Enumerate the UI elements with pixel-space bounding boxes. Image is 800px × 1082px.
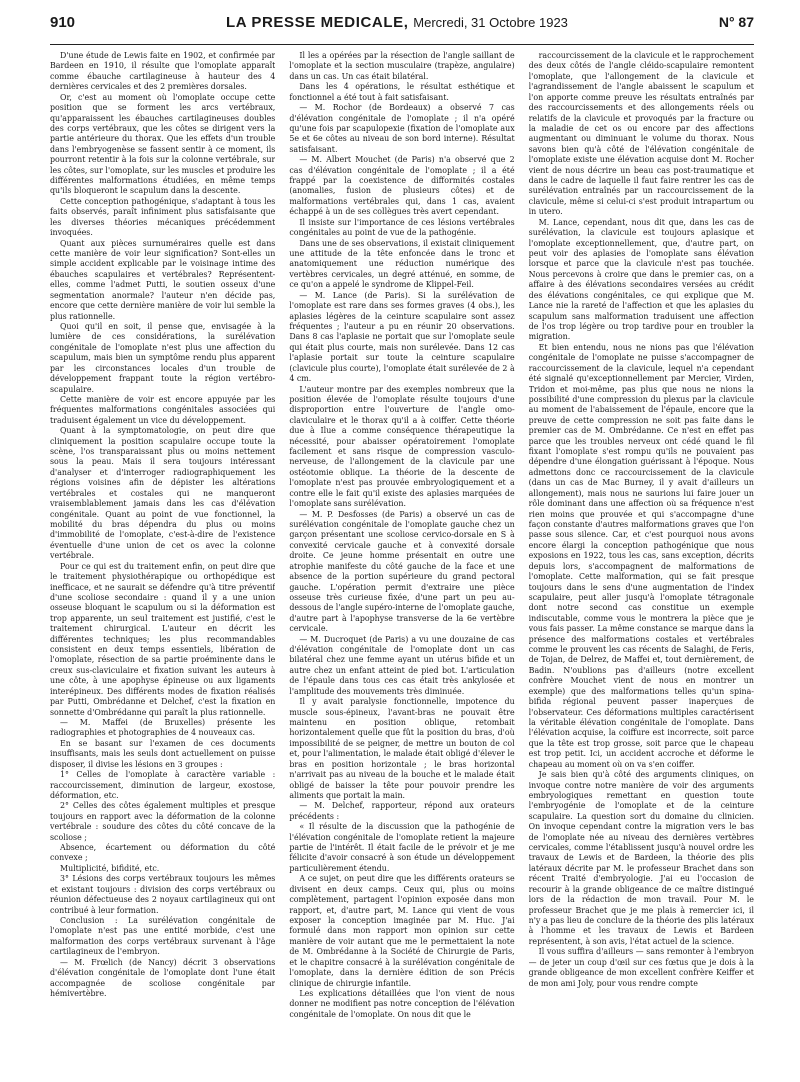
paragraph: 2° Celles des côtes également multiples et presque toujours en rapport avec la déformation de la colonne vertébrale : soudure des côtes du côté concave de la scoliose ;: [50, 801, 276, 842]
column-3: [529, 51, 754, 1071]
paragraph: Conclusion : La surélévation congénitale de l'omoplate n'est pas une entité morbide, c'est une malformation des corps vertébraux survenant à l'âge cartilagineux de l'embryon.: [50, 916, 276, 957]
article-columns: [50, 51, 754, 1071]
paragraph: M. Lance, cependant, nous dit que, dans les cas de surélévation, la clavicule est toujours aplasique et l'omoplate exceptionnellement, que, d'autre part, on peut voir des aplasies de l'omoplate sans élévation lorsque et parce que la clavicule n'est pas touchée. Nous percevons à croire que dans le premier cas, on a affaire à des élévations secondaires versées au crédit des élévations congénitales, ce qui explique que M. Lance nie la rareté de l'affection et que les aplasies du scapulum sans malformation traduisent une affection de l'os trop légère ou trop tardive pour en troubler la migration.: [528, 217, 754, 342]
paragraph: — M. Maffei (de Bruxelles) présente les radiographies et photographies de 4 nouveaux cas.: [50, 718, 276, 738]
journal-title: LA PRESSE MEDICALE,: [225, 14, 409, 31]
paragraph: Il vous suffira d'ailleurs — sans remonter à l'embryon — de jeter un coup d'œil sur ces fœtus que je dois à la grande obligeance de mon excellent confrère Keiffer et de mon ami Joly, pour vous rendre compte: [528, 947, 754, 988]
paragraph: Quoi qu'il en soit, il pense que, envisagée à la lumière de ces considérations, la surélévation congénitale de l'omoplate n'est plus une affection du scapulum, mais bien un symptôme rendu plus apparent par les circonstances locales d'un trouble de développement frappant toute la région vertébro-scapulaire.: [50, 321, 276, 394]
paragraph: — M. Rochor (de Bordeaux) a observé 7 cas d'élévation congénitale de l'omoplate ; il n'a opéré qu'une fois par scapulopexie (fixation de l'omoplate aux 5e et 6e côtes au niveau de son bord interne). Résultat satisfaisant.: [289, 103, 515, 154]
paragraph: — M. Lance (de Paris). Si la surélévation de l'omoplate est rare dans ses formes graves (4 obs.), les aplasies légères de la ceinture scapulaire sont assez fréquentes ; l'auteur a pu en réunir 20 observations. Dans 8 cas l'aplasie ne portait que sur l'omoplate seule qui était plus courte, mais non surélevée. Dans 12 cas l'aplasie portait sur toute la ceinture scapulaire (clavicule plus courte), l'omoplate était surélevée de 2 à 4 cm.: [289, 290, 515, 384]
issue-number: N° 87: [718, 14, 754, 30]
paragraph: Cette manière de voir est encore appuyée par les fréquentes malformations congénitales associées qui traduisent également un vice du développement.: [50, 394, 276, 425]
paragraph: A ce sujet, on peut dire que les différents orateurs se divisent en deux camps. Ceux qui, plus ou moins complètement, partagent l'opinion exposée dans mon rapport, et, d'autre part, M. Lance qui vient de vous exposer la conception imaginée par M. Huc. J'ai formulé dans mon rapport mon opinion sur cette manière de voir autant que me le permettaient la note de M. Ombrédanne à la Société de Chirurgie de Paris, et le chapitre consacré à la surélévation congénitale de l'omoplate, dans la dernière édition de son Précis clinique de chirurgie infantile.: [289, 874, 515, 988]
paragraph: Il insiste sur l'importance de ces lésions vertébrales congénitales au point de vue de la pathogénie.: [289, 217, 515, 238]
paragraph: Il y avait paralysie fonctionnelle, impotence du muscle sous-épineux, l'avant-bras ne pouvait être maintenu en position oblique, retombait horizontalement quelle que fût la position du bras, d'où impossibilité de se peigner, de mettre un bouton de col et, pour l'alimentation, le malade était obligé d'élever le bras en position horizontale ; le bras horizontal n'arrivait pas au niveau de la bouche et le malade était obligé de baisser la tête pour pouvoir prendre les aliments que portait la main.: [289, 697, 515, 800]
paragraph: L'auteur montre par des exemples nombreux que la position élevée de l'omoplate résulte toujours d'une disproportion entre l'ouverture de l'angle omo-claviculaire et le thorax qu'il a à coiffer. Cette théorie due à Ilue a comme conséquence thérapeutique la nécessité, pour abaisser opératoirement l'omoplate facilement et sans risque de compression vasculo-nerveuse, de l'allongement de la clavicule par une ostéotomie oblique. La théorie de la descente de l'omoplate n'est pas prouvée embryologiquement et a contre elle le fait qu'il existe des aplasies marquées de l'omoplate sans surélévation.: [289, 384, 515, 509]
issue-date: Mercredi, 31 Octobre 1923: [413, 15, 568, 30]
paragraph: Quant aux pièces surnuméraires quelle est dans cette manière de voir leur signification? Sont-elles un simple accident explicable par le voisinage intime des ébauches scapulaires et vertébrales? Représentent-elles, comme l'admet Putti, le soutien osseux d'une segmentation anormale? l'auteur n'en décide pas, encore que cette dernière manière de voir lui semble la plus rationnelle.: [50, 238, 276, 321]
paragraph: 3° Lésions des corps vertébraux toujours les mêmes et existant toujours : division des corps vertébraux ou réunion défectueuse des 2 noyaux cartilagineux qui ont contribué à leur formation.: [50, 874, 276, 915]
paragraph: « Il résulte de la discussion que la pathogénie de l'élévation congénitale de l'omoplate retient la majeure partie de l'intérêt. Il était facile de le prévoir et je me félicite d'avoir consacré à son étude un développement particulièrement étendu.: [289, 822, 515, 873]
paragraph: — M. Albert Mouchet (de Paris) n'a observé que 2 cas d'élévation congénitale de l'omoplate ; il a été frappé par la coexistence de difformités costales (anomalies, fusion de plusieurs côtes) et de malformations vertébrales qui, dans 1 cas, avaient échappé à un de ses collègues très avert cependant.: [289, 155, 515, 217]
paragraph: Pour ce qui est du traitement enfin, on peut dire que le traitement physiothérapique ou orthopédique est inefficace, et ne saurait se défendre qu'à titre préventif d'une scoliose secondaire : quand il y a une union osseuse bloquant le scapulum ou si la déformation est trop apparente, un seul traitement est justifié, c'est le traitement chirurgical. L'auteur en décrit les différentes techniques; les plus recommandables consistent en deux temps essentiels, libération de l'omoplate, résection de sa partie proéminente dans le creux sus-claviculaire et fixation suivant les auteurs à une côte, à une apophyse épineuse ou aux ligaments interépineux. Des différents modes de fixation réalisés par Putti, Ombrédanne et Delchef, c'est la fixation en sonnette d'Ombrédanne qui paraît la plus rationnelle.: [50, 561, 276, 717]
paragraph: Les explications détaillées que l'on vient de nous donner ne modifient pas notre conception de l'élévation congénitale de l'omoplate. On nous dit que le: [289, 988, 515, 1019]
paragraph: Absence, écartement ou déformation du côté convexe ;: [50, 843, 276, 863]
paragraph: Dans une de ses observations, il existait cliniquement une attitude de la tête enfoncée dans le tronc et anatomiquement une réduction numérique des vertèbres cervicales, un degré atténué, en somme, de ce qu'on a appelé le syndrome de Klippel-Feil.: [289, 238, 515, 290]
paragraph: — M. Delchef, rapporteur, répond aux orateurs précédents :: [289, 801, 515, 821]
paragraph: — M. Ducroquet (de Paris) a vu une douzaine de cas d'élévation congénitale de l'omoplate dont un cas bilatéral chez une femme ayant un utérus bifide et un autre chez un enfant atteint de pied bot. L'articulation de l'épaule dans tous ces cas était très ankylosée et l'amplitude des mouvements très diminuée.: [289, 634, 515, 696]
journal-title-line: [226, 14, 568, 31]
paragraph: Il les a opérées par la résection de l'angle saillant de l'omoplate et la section musculaire (trapèze, angulaire) dans un cas. Un cas était bilatéral.: [289, 51, 515, 81]
paragraph: raccourcissement de la clavicule et le rapprochement des deux côtés de l'angle cléido-scapulaire remontent l'omoplate, que l'allongement de la clavicule et l'agrandissement de l'angle abaissent le scapulum et l'on apporte comme preuve les résultats entraînés par des raccourcissements et des allongements réels ou relatifs de la clavicule et provoqués par la fracture ou la maladie de cet os ou encore par des affections augmentant ou diminuant le volume du thorax. Nous savons bien qu'à côté de l'élévation congénitale de l'omoplate existe une élévation acquise dont M. Rocher vient de nous décrire un beau cas post-traumatique et dans le cadre de laquelle il faut faire rentrer les cas de surélévation entraînés par un raccourcissement de la clavicule, même si celui-ci s'est produit intrapartum ou in utero.: [528, 51, 754, 217]
header-rule: [50, 44, 754, 45]
page-header: [50, 14, 754, 38]
paragraph: Cette conception pathogénique, s'adaptant à tous les faits observés, paraît infiniment plus satisfaisante que les diverses théories mécaniques précédemment invoquées.: [50, 196, 276, 238]
paragraph: Je sais bien qu'à côté des arguments cliniques, on invoque contre notre manière de voir des arguments embryologiques remettant en question toute l'embryogénie de l'omoplate et de la ceinture scapulaire. La question sort du domaine du clinicien. On invoque cependant contre la migration vers le bas de l'omoplate née au niveau des dernières vertèbres cervicales, comme l'établissent jusqu'à nouvel ordre les travaux de Lewis et de Bardeen, la théorie des plis latéraux décrite par M. le professeur Brachet dans son récent Traité d'embryologie. J'ai eu l'occasion de recourir à la grande obligeance de ce maître distingué lors de la rédaction de mon travail. Pour M. le professeur Brachet que je me plais à remercier ici, il n'y a pas lieu de conclure de la théorie des plis latéraux à l'homme et les travaux de Lewis et Bardeen représentent, à son avis, l'état actuel de la science.: [528, 770, 754, 946]
paragraph: Dans les 4 opérations, le résultat esthétique et fonctionnel a été tout à fait satisfaisant.: [289, 82, 515, 102]
paragraph: Et bien entendu, nous ne nions pas que l'élévation congénitale de l'omoplate ne puisse s'accompagner de raccourcissement de la clavicule, lequel n'a cependant été signalé qu'exceptionnellement par Mercier, Virden, Tridon et moi-même, pas plus que nous ne nions la possibilité d'une compression du plexus par la clavicule au moment de l'abaissement de l'épaule, encore que la preuve de cette compression ne soit pas faite dans le premier cas de M. Ombrédanne. Ce n'est en effet pas parce que les troubles nerveux ont cédé quand le fil fixant l'omoplate s'est rompu qu'ils ne pouvaient pas dépendre d'une élongation guérissant à l'époque. Nous admettons donc ce raccourcissement de la clavicule (dans un cas de Mac Burney, il y avait d'ailleurs un allongement), mais nous ne saurions lui faire jouer un rôle dominant dans une affection où sa fréquence n'est rien moins que prouvée et qui s'accompagne d'une façon constante d'autres malformations graves que l'on passe sous silence. Car, et c'est pourquoi nous avons encore élargi la conception pathogénique que nous exposions en 1922, tous les cas, sans exception, décrits depuis lors, s'accompagnent de malformations de l'omoplate. Cette malformation, qui se fait presque toujours dans le sens d'une augmentation de l'index scapulaire, peut aller jusqu'à l'omoplate tétragonale dont notre second cas constitue un exemple indiscutable, comme vous le montrera la pièce que je vous fais passer. La même constance se marque dans la présence des malformations costales et vertébrales comme le prouvent les cas récents de Salaghi, de Feris, de Tojan, de Delrez, de Maffei et, tout dernièrement, de Badin. N'oublions pas d'ailleurs (notre excellent confrère Mouchet vient de nous en montrer un exemple) que des malformations telles qu'un spina-bifida régional peuvent passer inaperçues de l'observateur. Ces déformations multiples caractérisent la véritable élévation congénitale de l'omoplate. Dans l'élévation acquise, la coiffure est incorrecte, soit parce que la tête est trop grosse, soit parce que le chapeau est trop petit. Ici, un accident accroche et déforme le chapeau au moment où on va s'en coiffer.: [528, 342, 754, 769]
column-2: [289, 51, 514, 1071]
paragraph: Multiplicité, bifidité, etc.: [60, 863, 160, 873]
paragraph: — M. Frœlich (de Nancy) décrit 3 observations d'élévation congénitale de l'omoplate dont l'une était accompagnée de scoliose congénitale par hémivertèbre.: [50, 957, 276, 998]
page-number: 910: [50, 14, 76, 31]
paragraph: Quant à la symptomatologie, on peut dire que cliniquement la position scapulaire occupe toute la scène, l'os transparaissant plus ou moins nettement sous la peau. Mais il sera toujours intéressant d'analyser et d'interroger radiographiquement les régions voisines afin de dépister les altérations vertébrales et costales qui ne manqueront vraisemblablement jamais dans les cas d'élévation congénitale. Quant au point de vue fonctionnel, la mobilité du bras dépendra du plus ou moins d'immobilité de l'omoplate, c'est-à-dire de l'existence éventuelle d'une union de cet os avec la colonne vertébrale.: [50, 426, 276, 561]
paragraph: 1° Celles de l'omoplate à caractère variable : raccourcissement, diminution de largeur, exostose, déformation, etc.: [50, 770, 276, 800]
paragraph: En se basant sur l'examen de ces documents insuffisants, mais les seuls dont actuellement on puisse disposer, il divise les lésions en 3 groupes :: [50, 738, 276, 769]
column-1: [50, 51, 275, 1071]
paragraph: D'une étude de Lewis faite en 1902, et confirmée par Bardeen en 1910, il résulte que l'omoplate apparaît comme ébauche cartilagineuse à hauteur des 4 dernières cervicales et des 2 premières dorsales.: [50, 51, 276, 92]
paragraph: Or, c'est au moment où l'omoplate occupe cette position que se forment les arcs vertébraux, qu'apparaissent les ébauches cartilagineuses doubles des corps vertébraux, que les côtes se dirigent vers la partie antérieure du thorax. Que les effets d'un trouble dans l'embryogenèse se fassent sentir à ce moment, ils pourront retentir à la fois sur la colonne vertébrale, sur les côtes, sur l'omoplate, sur les muscles et produire les différentes malformations étudiées, en même temps qu'ils bloqueront le scapulum dans la descente.: [50, 92, 276, 196]
paragraph: — M. P. Desfosses (de Paris) a observé un cas de surélévation congénitale de l'omoplate gauche chez un garçon présentant une scoliose cervico-dorsale en S à convexité cervicale gauche et à convexité dorsale droite. Ce jeune homme présentait en outre une atrophie manifeste du côté gauche de la face et une absence de la portion supérieure du grand pectoral gauche. L'opération permit d'extraire une pièce osseuse très curieuse fixée, d'une part un peu au-dessous de l'angle supéro-interne de l'omoplate gauche, d'autre part à l'apophyse transverse de la 6e vertèbre cervicale.: [289, 509, 515, 634]
